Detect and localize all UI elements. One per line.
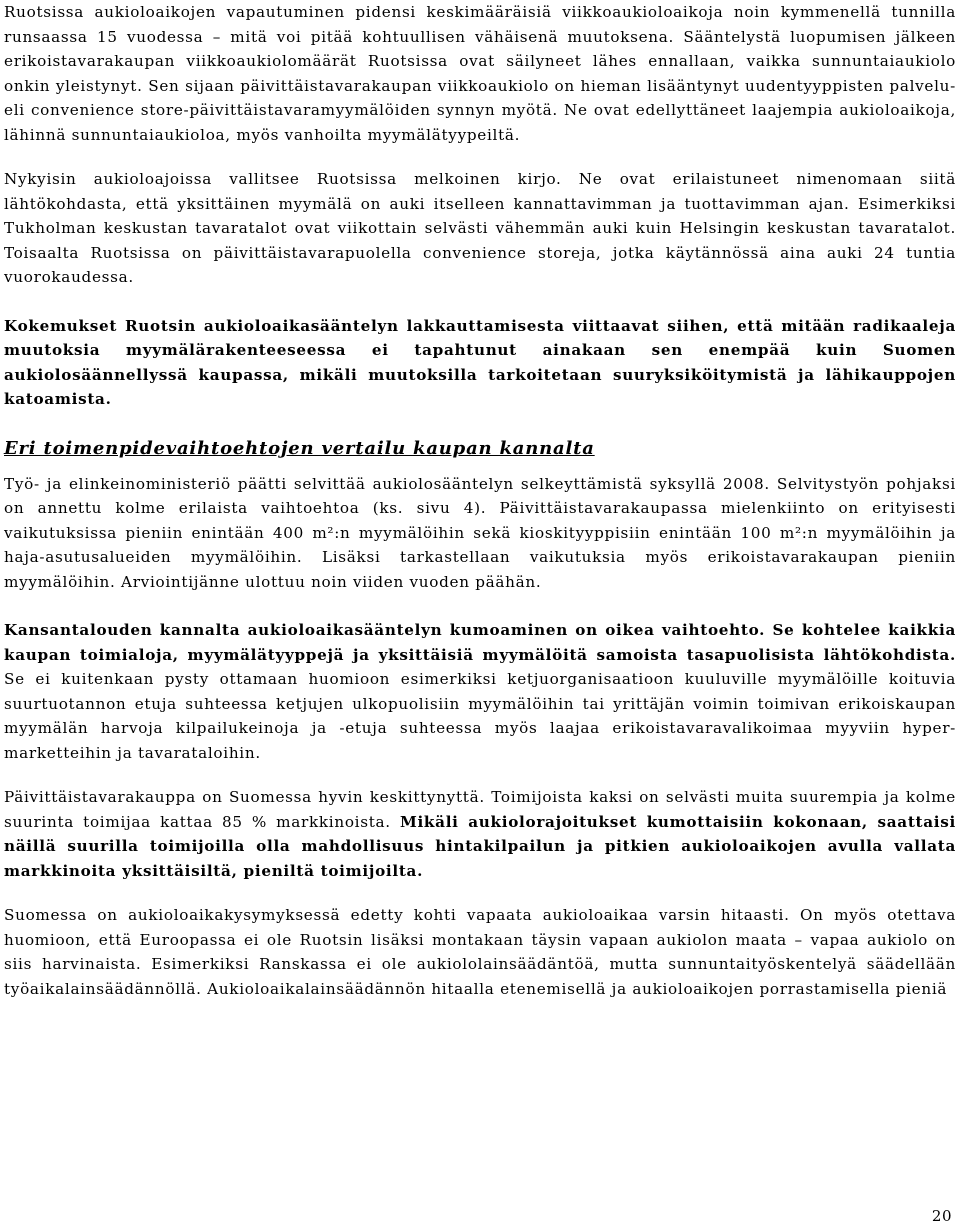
paragraph-national-economy-bold: Kansantalouden kannalta aukioloaikasääntelyn kumoaminen on oikea vaihtoehto. Se kohtelee kaikkia kaupan toimialoja, myymälätyyppejä ja yksittäisiä myymälöitä samoista tasapuolisista lähtökohdista. (4, 621, 956, 664)
paragraph-grocery-concentration-bold: Mikäli aukiolorajoitukset kumottaisiin kokonaan, saattaisi näillä suurilla toimijoilla olla mahdollisuus hintakilpailun ja pitkien aukioloaikojen avulla vallata markkinoita yksittäisiltä, pieniltä toimijoilta. (4, 812, 957, 880)
document-page (4, 0, 956, 1001)
paragraph-grocery-concentration-start: Päivittäistavarakauppa on Suomessa hyvin keskittynyttä. Toimijoista kaksi on selvästi muita suurempia ja kolme suurinta toimijaa kattaa 85 % markkinoista. (4, 788, 956, 831)
paragraph-national-economy (4, 618, 956, 765)
paragraph-opening-hours-variety: Nykyisin aukioloajoissa vallitsee Ruotsissa melkoinen kirjo. Ne ovat erilaistuneet nimenomaan siitä lähtökohdasta, että yksittäinen myymälä on auki itselleen kannattavimman ja tuottavimman ajan. Esimerkiksi Tukholman keskustan tavaratalot ovat viikottain selvästi vähemmän auki kuin Helsingin keskustan tavaratalot. Toisaalta Ruotsissa on päivittäistavarapuolella convenience storeja, jotka käytännössä aina auki 24 tuntia vuorokaudessa. (4, 170, 956, 286)
paragraph-experience-summary: Kokemukset Ruotsin aukioloaikasääntelyn lakkauttamisesta viittaavat siihen, että mitään radikaaleja muutoksia myymälärakenteeseessa ei tapahtunut ainakaan sen enempää kuin Suomen aukiolosäännellyssä kaupassa, mikäli muutoksilla tarkoitetaan suuryksiköitymistä ja lähikauppojen katoamista. (4, 316, 956, 408)
paragraph-sweden-opening-hours: Ruotsissa aukioloaikojen vapautuminen pidensi keskimääräisiä viikkoaukioloaikoja noin kymmenellä tunnilla runsaassa 15 vuodessa – mitä voi pitää kohtuullisen vähäisenä muutoksena. Sääntelystä luopumisen jälkeen erikoistavarakaupan viikkoaukiolomäärät Ruotsissa ovat säilyneet lähes ennallaan, vaikka sunnuntaiaukiolo onkin yleistynyt. Sen sijaan päivittäistavarakaupan viikkoaukiolo on hieman lisääntynyt uudentyyppisten palvelu- eli convenience store-päivittäistavaramyymälöiden synnyn myötä. Ne ovat edellyttäneet laajempia aukioloaikoja, lähinnä sunnuntaiaukioloa, myös vanhoilta myymälätyypeiltä. (4, 3, 956, 144)
paragraph-ministry-study: Työ- ja elinkeinoministeriö päätti selvittää aukiolosääntelyn selkeyttämistä syksyllä 2008. Selvitystyön pohjaksi on annettu kolme erilaista vaihtoehtoa (ks. sivu 4). Päivittäistavarakaupassa mielenkiinto on erityisesti vaikutuksissa pieniin enintään 400 m²:n myymälöihin sekä kioskityyppisiin enintään 100 m²:n myymälöihin ja haja-asutusalueiden myymälöihin. Lisäksi tarkastellaan vaikutuksia myös erikoistavarakaupan pieniin myymälöihin. Arviointijänne ulottuu noin viiden vuoden päähän. (4, 474, 956, 591)
paragraph-finland-progress: Suomessa on aukioloaikakysymyksessä edetty kohti vapaata aukioloaikaa varsin hitaasti. On myös otettava huomioon, että Euroopassa ei ole Ruotsin lisäksi montakaan täysin vapaan aukiolon maata – vapaa aukiolo on siis harvinaista. Esimerkiksi Ranskassa ei ole aukiololainsäädäntöä, mutta sunnuntaityöskentelyä säädellään työaikalainsäädännöllä. Aukioloaikalainsäädännön hitaalla etenemisellä ja aukioloaikojen porrastamisella pieniä (4, 906, 956, 998)
page-number: 20 (931, 1206, 952, 1225)
section-heading: Eri toimenpidevaihtoehtojen vertailu kaupan kannalta (4, 437, 595, 459)
paragraph-national-economy-rest: Se ei kuitenkaan pysty ottamaan huomioon esimerkiksi ketjuorganisaatioon kuuluville myymälöille koituvia suurtuotannon etuja suhteessa ketjujen ulkopuolisiin myymälöihin tai yrittäjän voimin toimivan erikoiskaupan myymälän harvoja kilpailukeinoja ja -etuja suhteessa myös laajaa erikoistavaravalikoimaa myyviin hyper-marketteihin ja tavarataloihin. (4, 670, 956, 762)
paragraph-grocery-concentration (4, 785, 956, 883)
